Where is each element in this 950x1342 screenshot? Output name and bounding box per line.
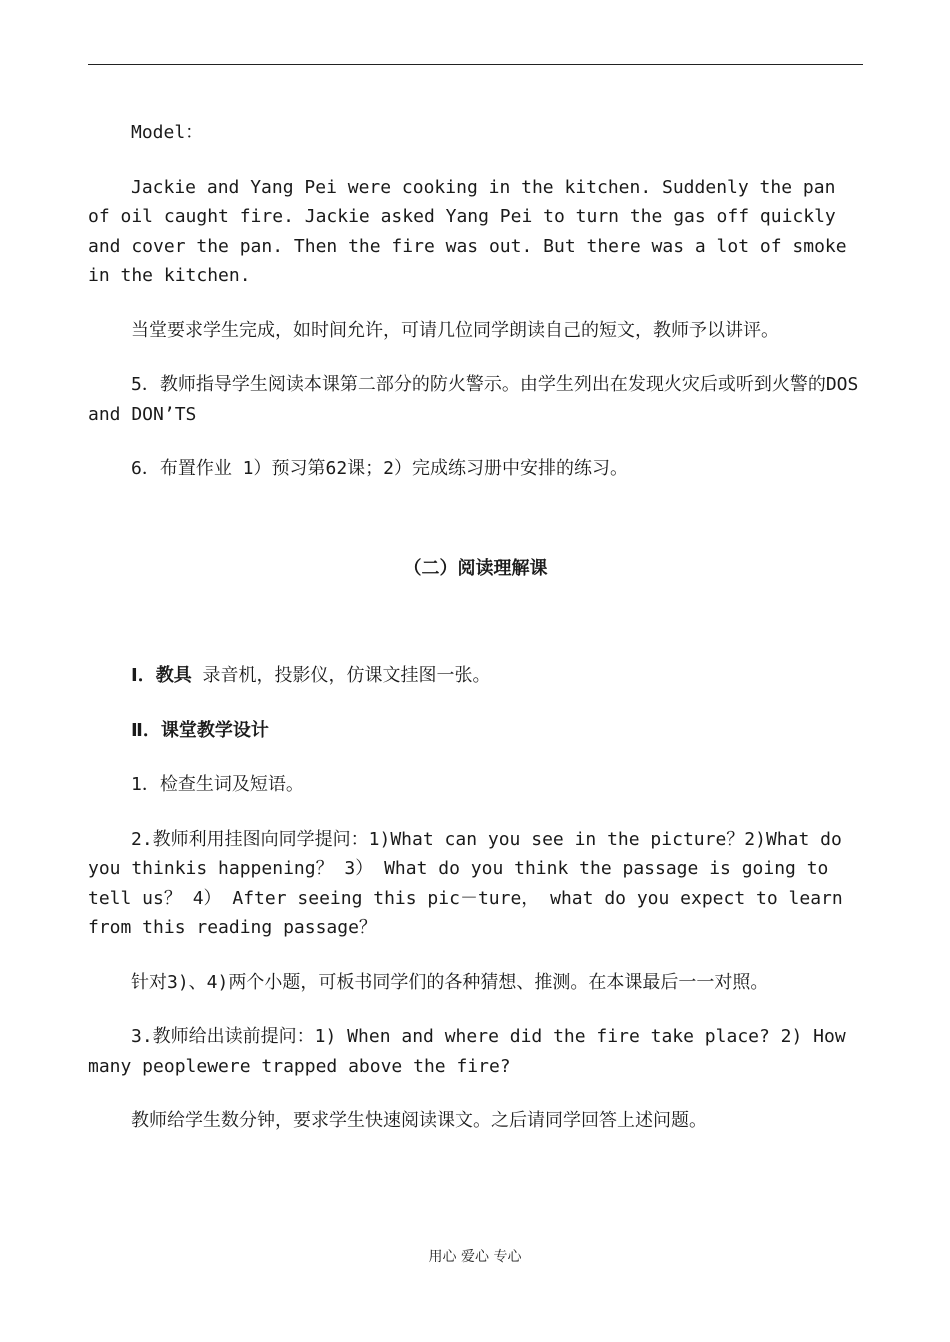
step-three-paragraph: 3.教师给出读前提问：1) When and where did the fire take place? 2) How many peoplewere trapped above the fire? [88, 1026, 846, 1077]
teaching-aids-label: Ⅰ．教具 [131, 665, 192, 686]
board-notes-paragraph: 针对3)、4)两个小题，可板书同学们的各种猜想、推测。在本课最后一一对照。 [131, 971, 769, 993]
step-six-paragraph: 6．布置作业 1）预习第62课；2）完成练习册中安排的练习。 [131, 458, 629, 479]
model-text-paragraph: Jackie and Yang Pei were cooking in the kitchen. Suddenly the pan of oil caught fire. Jackie asked Yang Pei to turn the gas off quickly and cover the pan. Then the fire was out. But there was a lot of smoke in the kitchen. [88, 176, 847, 286]
model-label: Model： [131, 122, 204, 143]
teaching-aids-paragraph [88, 661, 863, 691]
lesson-design-label: Ⅱ．课堂教学设计 [131, 719, 269, 741]
fast-reading-paragraph: 教师给学生数分钟，要求学生快速阅读课文。之后请同学回答上述问题。 [131, 1110, 707, 1131]
section-heading: （二）阅读理解课 [403, 557, 548, 579]
in-class-paragraph: 当堂要求学生完成，如时间允许，可请几位同学朗读自己的短文，教师予以讲评。 [131, 319, 779, 341]
step-five-paragraph: 5．教师指导学生阅读本课第二部分的防火警示。由学生列出在发现火灾后或听到火警的DOS and DON’TS [88, 374, 859, 425]
document-body [88, 118, 863, 1161]
header-rule [88, 64, 863, 65]
teaching-aids-text: 录音机，投影仪，仿课文挂图一张。 [191, 665, 491, 686]
step-one-paragraph: 1．检查生词及短语。 [131, 774, 304, 795]
lesson-design-paragraph [88, 716, 863, 746]
page-footer: 用心 爱心 专心 [428, 1249, 522, 1265]
step-two-paragraph: 2.教师利用挂图向同学提问：1)What can you see in the picture？2)What do you thinkis happening？ 3） What do you think the passage is going to tell us？ 4） After seeing this pic－ture， what do you expect to learn from this reading passage？ [88, 828, 843, 938]
